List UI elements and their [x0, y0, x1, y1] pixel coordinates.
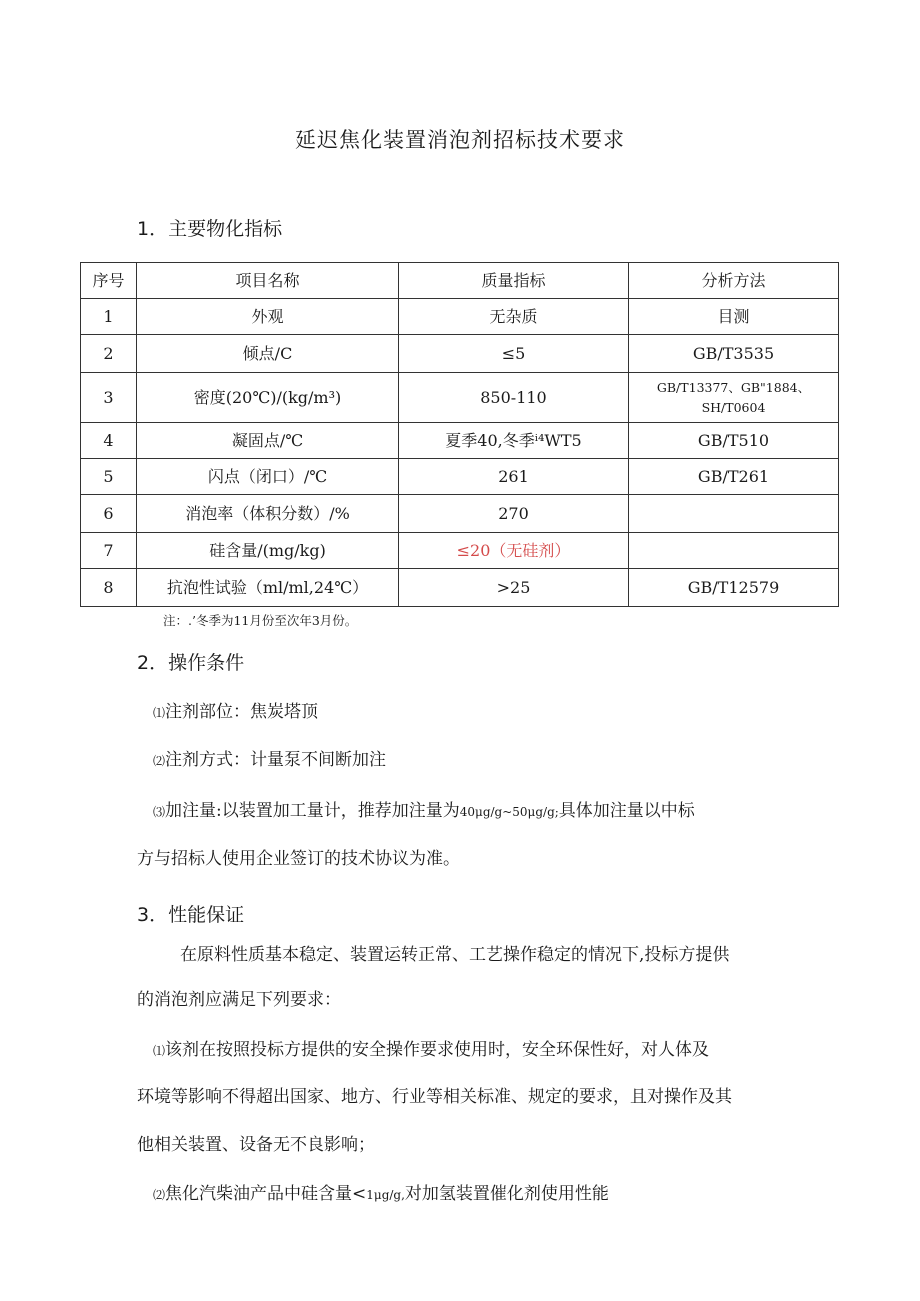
row-value: 夏季40,冬季ⁱ⁴WT5: [399, 423, 629, 459]
item-number: ⑴: [153, 706, 166, 720]
row-no: 6: [81, 495, 137, 533]
row-no: 2: [81, 335, 137, 373]
table-header-row: [81, 263, 839, 299]
operation-item: [153, 796, 695, 821]
row-no: 8: [81, 569, 137, 607]
table-row: [81, 569, 839, 607]
row-method: [629, 533, 839, 569]
operation-item: [153, 697, 318, 722]
section-3-heading: 3．性能保证: [137, 904, 245, 926]
guarantee-item: [153, 1035, 709, 1060]
item-text: 注剂部位：焦炭塔顶: [165, 702, 319, 722]
operation-item: [153, 745, 386, 770]
item-text: 注剂方式：计量泵不间断加注: [165, 750, 387, 770]
item-text: 焦化汽柴油产品中硅含量<: [165, 1184, 367, 1204]
item-text: 加注量:以装置加工量计，推荐加注量为: [165, 801, 460, 821]
row-item: 凝固点/℃: [137, 423, 399, 459]
row-method: GB/T12579: [629, 569, 839, 607]
document-title: 延迟焦化装置消泡剂招标技术要求: [295, 128, 625, 152]
row-value: >25: [399, 569, 629, 607]
row-value: 850-110: [399, 373, 629, 423]
method-line: GB/T13377、GB"1884、: [656, 379, 811, 395]
row-item: 抗泡性试验（ml/ml,24℃）: [137, 569, 399, 607]
table-row: [81, 459, 839, 495]
item-number: ⑵: [153, 754, 166, 768]
row-no: 3: [81, 373, 137, 423]
row-item: 硅含量/(mg/kg): [137, 533, 399, 569]
table-row: [81, 335, 839, 373]
row-method: 目测: [629, 299, 839, 335]
header-cell: 序号: [81, 263, 137, 299]
header-cell: 项目名称: [137, 263, 399, 299]
row-no: 1: [81, 299, 137, 335]
paragraph-line: 在原料性质基本稳定、装置运转正常、工艺操作稳定的情况下,投标方提供: [180, 945, 730, 965]
row-no: 7: [81, 533, 137, 569]
item-number: ⑵: [153, 1188, 166, 1202]
row-method: GB/T261: [629, 459, 839, 495]
header-cell: 质量指标: [399, 263, 629, 299]
row-item: 倾点/C: [137, 335, 399, 373]
row-value: ≤5: [399, 335, 629, 373]
row-no: 4: [81, 423, 137, 459]
row-method: [629, 373, 839, 423]
header-cell: 分析方法: [629, 263, 839, 299]
row-value: 261: [399, 459, 629, 495]
dose-range: 40μg/g~50μg/g;: [459, 805, 559, 819]
row-item: 消泡率（体积分数）/%: [137, 495, 399, 533]
row-value: 270: [399, 495, 629, 533]
row-no: 5: [81, 459, 137, 495]
row-method: GB/T510: [629, 423, 839, 459]
row-item: 闪点（闭口）/℃: [137, 459, 399, 495]
table-row: [81, 373, 839, 423]
method-line: SH/T0604: [701, 399, 766, 415]
spec-table: [80, 262, 839, 607]
section-1-heading: 1．主要物化指标: [137, 218, 283, 240]
item-text: 对加氢装置催化剂使用性能: [404, 1184, 609, 1204]
paragraph-line: 他相关装置、设备无不良影响；: [137, 1135, 375, 1155]
table-note: 注：.’冬季为11月份至次年3月份。: [163, 613, 358, 628]
row-value: ≤20（无硅剂）: [399, 533, 629, 569]
row-method: [629, 495, 839, 533]
row-item: 密度(20℃)/(kg/m³): [137, 373, 399, 423]
row-value: 无杂质: [399, 299, 629, 335]
paragraph-line: 的消泡剂应满足下列要求：: [137, 990, 341, 1010]
silicon-limit: 1μg/g,: [366, 1188, 405, 1202]
paragraph-line: 环境等影响不得超出国家、地方、行业等相关标准、规定的要求，且对操作及其: [137, 1087, 732, 1107]
item-text: 具体加注量以中标: [558, 801, 695, 821]
table-row: [81, 299, 839, 335]
section-2-heading: 2．操作条件: [137, 652, 245, 674]
table-row: [81, 423, 839, 459]
row-method: GB/T3535: [629, 335, 839, 373]
guarantee-item: [153, 1179, 609, 1204]
item-number: ⑴: [153, 1044, 166, 1058]
table-row: [81, 495, 839, 533]
table-row: [81, 533, 839, 569]
row-item: 外观: [137, 299, 399, 335]
item-number: ⑶: [153, 805, 166, 819]
item-text: 该剂在按照投标方提供的安全操作要求使用时，安全环保性好，对人体及: [165, 1040, 710, 1060]
operation-item-continued: 方与招标人使用企业签订的技术协议为准。: [137, 849, 460, 869]
